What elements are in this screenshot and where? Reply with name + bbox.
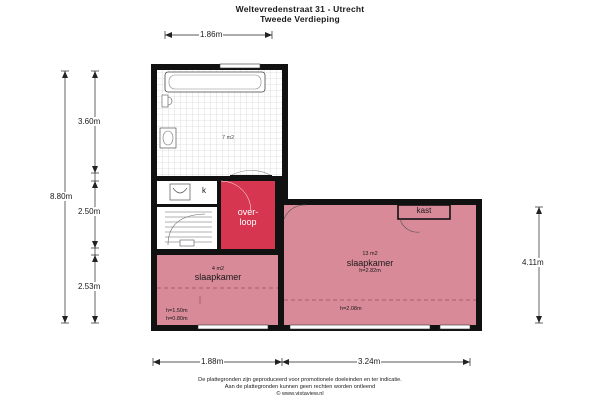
dim-total-height: 8.80m [50, 192, 73, 201]
small-bedroom-h1: h=1.50m [166, 308, 188, 314]
closet-k-label: k [202, 186, 206, 195]
floor-title: Tweede Verdieping [260, 14, 340, 24]
dim-top-width: 1.86m [200, 30, 223, 39]
disclaimer-line-1: De plattegronden zijn geproduceerd voor promotionele doeleinden en ter indicatie. [198, 377, 402, 383]
dim-bottom-2: 3.24m [358, 357, 381, 366]
disclaimer-line-2: Aan de plattegronden kunnen geen rechten worden ontleend [224, 384, 376, 390]
dim-left-2: 2.50m [78, 207, 101, 216]
overloop-label-1: over- [237, 207, 259, 217]
small-bedroom-h2: h=0.80m [166, 316, 188, 322]
bathroom-area: 7 m2 [222, 135, 235, 141]
kast-label: kast [416, 206, 432, 215]
small-bedroom-area: 4 m2 [211, 266, 225, 272]
dim-bottom-1: 1.88m [201, 357, 224, 366]
big-bedroom-area: 13 m2 [362, 251, 378, 257]
dim-right-height: 4.11m [522, 258, 544, 267]
overloop-label-2: loop [239, 217, 257, 227]
dim-left-1: 3.60m [78, 117, 101, 126]
small-bedroom-name: slaapkamer [194, 272, 242, 282]
big-bedroom-name: slaapkamer [346, 258, 394, 268]
big-bedroom-height2: h=2.08m [340, 306, 362, 312]
address-title: Weltevredenstraat 31 - Utrecht [235, 4, 365, 14]
big-bedroom-height: h=2.82m [359, 268, 381, 274]
disclaimer-line-3: © www.vistaview.nl [276, 391, 324, 397]
dim-left-3: 2.53m [78, 282, 101, 291]
